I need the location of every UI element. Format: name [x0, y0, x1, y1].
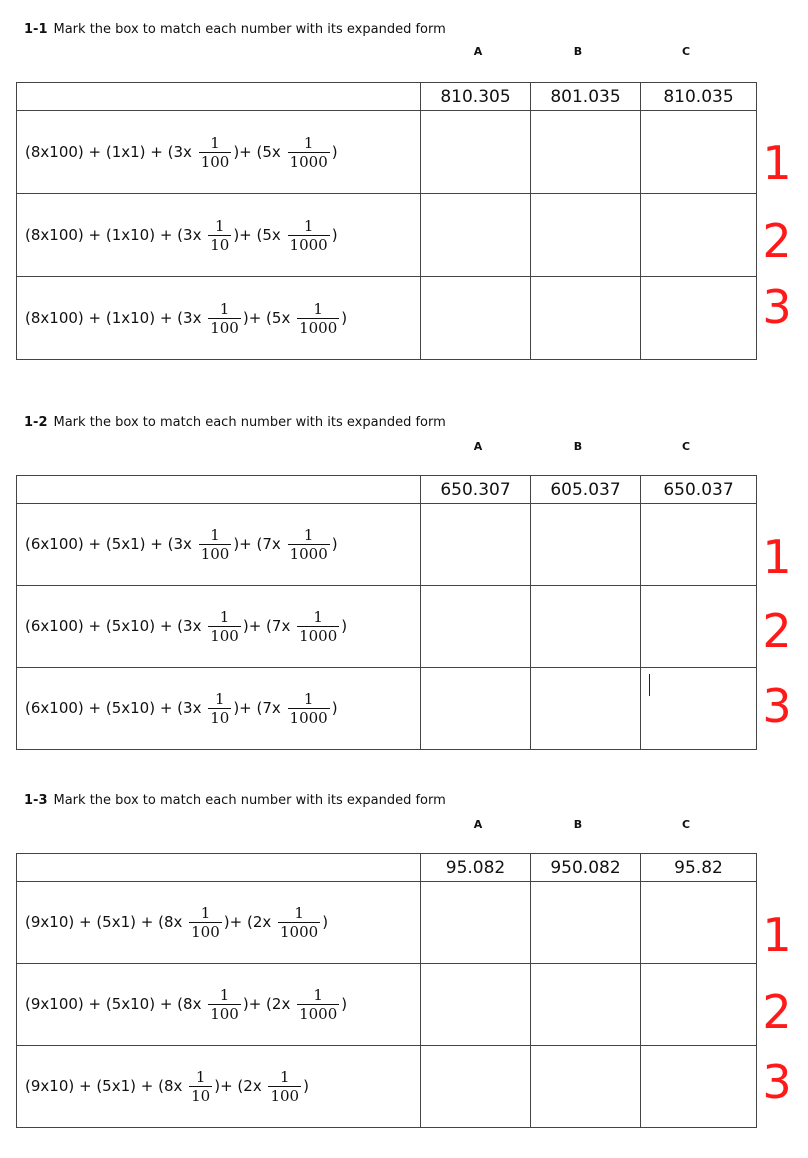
fraction — [288, 690, 330, 727]
fraction-numerator: 1 — [199, 526, 232, 545]
answer-box-c[interactable] — [641, 194, 757, 277]
fraction — [199, 134, 232, 171]
expr-part: (9x10) + (5x1) + (8x — [25, 1077, 188, 1095]
expr-part: (9x10) + (5x1) + (8x — [25, 913, 188, 931]
expanded-form — [17, 964, 421, 1046]
answer-box-b[interactable] — [531, 504, 641, 586]
section-instruction — [24, 22, 446, 37]
answer-box-b[interactable] — [531, 882, 641, 964]
fraction-denominator: 10 — [191, 1087, 211, 1105]
fraction-denominator: 1000 — [289, 709, 328, 727]
fraction-numerator: 1 — [297, 986, 339, 1005]
fraction — [278, 904, 320, 941]
fraction-denominator: 100 — [210, 318, 239, 337]
fraction — [288, 134, 330, 171]
expr-part: ) — [331, 142, 338, 161]
instruction-text: Mark the box to match each number with its expanded form — [53, 415, 446, 430]
expanded-form — [17, 194, 421, 277]
option-number-c: 95.82 — [641, 854, 757, 882]
row-number-label: 2 — [762, 604, 792, 658]
expr-part: ) — [322, 913, 329, 931]
option-number-a: 810.305 — [421, 83, 531, 111]
expr-part: ) — [303, 1077, 309, 1095]
fraction-denominator: 100 — [191, 923, 220, 941]
expanded-form — [17, 668, 421, 750]
empty-corner-cell — [17, 476, 421, 504]
answer-box-b[interactable] — [531, 668, 641, 750]
fraction — [268, 1068, 301, 1105]
fraction — [297, 300, 339, 337]
row-number-label: 1 — [762, 530, 792, 584]
fraction-numerator: 1 — [199, 134, 232, 153]
fraction — [189, 904, 222, 941]
matching-table — [16, 475, 757, 750]
fraction-denominator: 1000 — [280, 923, 319, 941]
table-row — [17, 964, 757, 1046]
expr-part: ) — [341, 995, 348, 1013]
expr-part: (8x100) + (1x10) + (3x — [25, 308, 207, 327]
answer-box-c[interactable] — [641, 964, 757, 1046]
answer-box-a[interactable] — [421, 504, 531, 586]
fraction-numerator: 1 — [297, 300, 339, 319]
fraction-numerator: 1 — [208, 608, 241, 627]
answer-box-c[interactable] — [641, 586, 757, 668]
fraction-numerator: 1 — [288, 217, 330, 236]
expr-part: ) — [331, 225, 338, 244]
expanded-form — [17, 882, 421, 964]
column-letter-b: B — [573, 440, 583, 453]
instruction-text: Mark the box to match each number with its expanded form — [53, 22, 446, 37]
section-instruction — [24, 415, 446, 430]
matching-table — [16, 853, 757, 1128]
answer-box-b[interactable] — [531, 194, 641, 277]
answer-box-b[interactable] — [531, 277, 641, 360]
fraction-denominator: 10 — [210, 235, 230, 254]
fraction — [208, 986, 241, 1023]
option-number-c: 650.037 — [641, 476, 757, 504]
expr-part: ) — [341, 308, 348, 327]
fraction-denominator: 1000 — [289, 235, 328, 254]
fraction-denominator: 100 — [210, 627, 239, 645]
fraction-numerator: 1 — [288, 134, 330, 153]
column-letter-b: B — [573, 45, 583, 58]
expr-part: )+ (5x — [233, 142, 286, 161]
table-row — [17, 277, 757, 360]
matching-table — [16, 82, 757, 360]
options-header-row — [17, 476, 757, 504]
answer-box-a[interactable] — [421, 668, 531, 750]
expr-part: )+ (7x — [233, 699, 286, 717]
fraction-denominator: 10 — [210, 709, 230, 727]
column-letter-c: C — [681, 818, 691, 831]
fraction-numerator: 1 — [189, 1068, 212, 1087]
fraction — [288, 217, 330, 254]
instruction-text: Mark the box to match each number with its expanded form — [53, 793, 446, 808]
expr-part: (6x100) + (5x10) + (3x — [25, 699, 207, 717]
fraction-denominator: 100 — [270, 1087, 300, 1105]
table-row — [17, 1046, 757, 1128]
fraction — [208, 690, 231, 727]
fraction-denominator: 1000 — [289, 545, 328, 563]
fraction-numerator: 1 — [297, 608, 339, 627]
option-number-c: 810.035 — [641, 83, 757, 111]
answer-box-c[interactable] — [641, 1046, 757, 1128]
column-letter-a: A — [473, 45, 483, 58]
option-number-b: 950.082 — [531, 854, 641, 882]
fraction-numerator: 1 — [288, 690, 330, 709]
answer-box-a[interactable] — [421, 1046, 531, 1128]
expr-part: )+ (7x — [242, 617, 296, 635]
row-number-label: 3 — [762, 679, 792, 733]
option-number-a: 650.307 — [421, 476, 531, 504]
answer-box-b[interactable] — [531, 964, 641, 1046]
option-number-b: 605.037 — [531, 476, 641, 504]
expr-part: )+ (7x — [233, 535, 286, 553]
fraction-numerator: 1 — [268, 1068, 301, 1087]
fraction — [189, 1068, 212, 1105]
expr-part: (6x100) + (5x10) + (3x — [25, 617, 207, 635]
row-number-label: 2 — [762, 985, 792, 1039]
empty-corner-cell — [17, 854, 421, 882]
fraction-denominator: 1000 — [299, 318, 338, 337]
option-number-a: 95.082 — [421, 854, 531, 882]
answer-box-b[interactable] — [531, 1046, 641, 1128]
row-number-label: 3 — [762, 280, 792, 334]
section-number: 1-2 — [24, 415, 48, 430]
fraction-denominator: 1000 — [299, 627, 338, 645]
section-number: 1-3 — [24, 793, 48, 808]
fraction-denominator: 100 — [200, 545, 230, 563]
answer-box-c[interactable] — [641, 882, 757, 964]
fraction — [297, 986, 339, 1023]
fraction — [208, 300, 241, 337]
expanded-form — [17, 1046, 421, 1128]
fraction — [199, 526, 232, 563]
table-row — [17, 882, 757, 964]
section-instruction — [24, 793, 446, 808]
row-number-label: 1 — [762, 908, 792, 962]
answer-box-c[interactable] — [641, 277, 757, 360]
fraction-numerator: 1 — [208, 300, 241, 319]
fraction-numerator: 1 — [208, 690, 231, 709]
fraction-denominator: 1000 — [289, 152, 328, 171]
expr-part: )+ (5x — [233, 225, 286, 244]
column-letter-b: B — [573, 818, 583, 831]
expr-part: ) — [331, 699, 338, 717]
option-number-b: 801.035 — [531, 83, 641, 111]
fraction — [208, 217, 231, 254]
table-row — [17, 668, 757, 750]
answer-box-c[interactable] — [641, 111, 757, 194]
options-header-row — [17, 854, 757, 882]
fraction-numerator: 1 — [189, 904, 222, 923]
expanded-form — [17, 277, 421, 360]
expr-part: ) — [331, 535, 338, 553]
table-row — [17, 586, 757, 668]
row-number-label: 2 — [762, 214, 792, 268]
expr-part: (9x100) + (5x10) + (8x — [25, 995, 207, 1013]
answer-box-c[interactable] — [641, 504, 757, 586]
row-number-label: 3 — [762, 1055, 792, 1109]
answer-box-a[interactable] — [421, 277, 531, 360]
fraction-denominator: 1000 — [299, 1005, 338, 1023]
fraction-numerator: 1 — [208, 986, 241, 1005]
expanded-form — [17, 504, 421, 586]
table-row — [17, 111, 757, 194]
table-row — [17, 504, 757, 586]
row-number-label: 1 — [762, 136, 792, 190]
fraction-denominator: 100 — [210, 1005, 239, 1023]
column-letter-c: C — [681, 440, 691, 453]
expr-part: )+ (2x — [214, 1077, 267, 1095]
expr-part: (8x100) + (1x10) + (3x — [25, 225, 207, 244]
answer-box-a[interactable] — [421, 111, 531, 194]
column-letter-a: A — [473, 818, 483, 831]
text-cursor — [649, 674, 650, 696]
fraction — [208, 608, 241, 645]
empty-corner-cell — [17, 83, 421, 111]
fraction-denominator: 100 — [200, 152, 230, 171]
answer-box-b[interactable] — [531, 111, 641, 194]
fraction — [297, 608, 339, 645]
column-letter-c: C — [681, 45, 691, 58]
expr-part: )+ (2x — [223, 913, 277, 931]
expanded-form — [17, 586, 421, 668]
expr-part: ) — [341, 617, 348, 635]
answer-box-a[interactable] — [421, 964, 531, 1046]
expanded-form — [17, 111, 421, 194]
answer-box-a[interactable] — [421, 586, 531, 668]
expr-part: (6x100) + (5x1) + (3x — [25, 535, 197, 553]
fraction-numerator: 1 — [278, 904, 320, 923]
fraction — [288, 526, 330, 563]
section-number: 1-1 — [24, 22, 48, 37]
fraction-numerator: 1 — [208, 217, 231, 236]
table-row — [17, 194, 757, 277]
answer-box-a[interactable] — [421, 194, 531, 277]
expr-part: (8x100) + (1x1) + (3x — [25, 142, 197, 161]
answer-box-b[interactable] — [531, 586, 641, 668]
expr-part: )+ (5x — [242, 308, 296, 327]
answer-box-a[interactable] — [421, 882, 531, 964]
answer-box-c[interactable] — [641, 668, 757, 750]
options-header-row — [17, 83, 757, 111]
fraction-numerator: 1 — [288, 526, 330, 545]
expr-part: )+ (2x — [242, 995, 296, 1013]
column-letter-a: A — [473, 440, 483, 453]
